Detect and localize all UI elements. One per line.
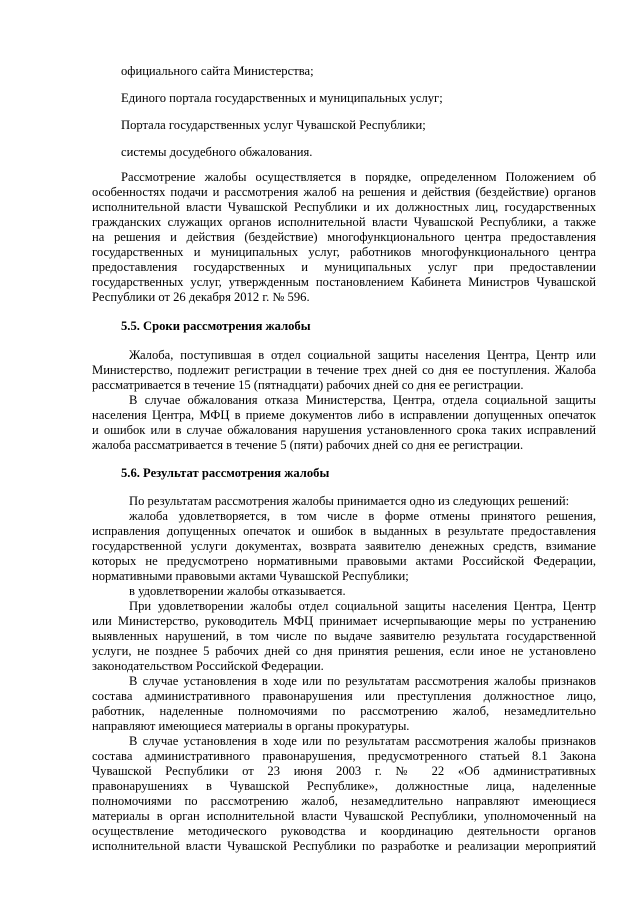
list-item: системы досудебного обжалования. bbox=[121, 145, 313, 159]
paragraph-line: и ошибок или в случае обжалования нарушения установленного срока таких исправлений bbox=[92, 423, 596, 437]
paragraph-line: состава административного правонарушения или преступления должностное лицо, bbox=[92, 689, 596, 703]
paragraph-line: Жалоба, поступившая в отдел социальной защиты населения Центра, Центр или bbox=[129, 348, 596, 362]
paragraph-line: жалоба удовлетворяется, в том числе в форме отмены принятого решения, bbox=[129, 509, 596, 523]
list-item: Портала государственных услуг Чувашской Республики; bbox=[121, 118, 426, 132]
paragraph-line: исправления допущенных опечаток и ошибок в выданных в результате предоставления bbox=[92, 524, 596, 538]
paragraph-line: государственных и муниципальных услуг, работников многофункционального центра bbox=[92, 245, 596, 259]
paragraph-line: При удовлетворении жалобы отдел социальной защиты населения Центра, Центр bbox=[129, 599, 596, 613]
section-heading: 5.6. Результат рассмотрения жалобы bbox=[121, 466, 330, 480]
paragraph-line: или Министерство, руководитель МФЦ принимает исчерпывающие меры по устранению bbox=[92, 614, 596, 628]
paragraph-line: предоставления государственных и муниципальных услуг при предоставлении bbox=[92, 260, 596, 274]
paragraph-line: Рассмотрение жалобы осуществляется в порядке, определенном Положением об bbox=[121, 170, 596, 184]
paragraph-line: государственной услуги документах, возврата заявителю денежных средств, взимание bbox=[92, 539, 596, 553]
paragraph-line: Республики от 26 декабря 2012 г. № 596. bbox=[92, 290, 310, 304]
paragraph-line: Министерство, подлежит регистрации в течение трех дней со дня ее поступления. Жалоба bbox=[92, 363, 596, 377]
paragraph-line: нормативными правовыми актами Чувашской Республики; bbox=[92, 569, 409, 583]
paragraph-line: правонарушениях в Чувашской Республике», должностные лица, наделенные bbox=[92, 779, 596, 793]
paragraph-line: полномочиями по рассмотрению жалоб, незамедлительно направляют имеющиеся bbox=[92, 794, 596, 808]
paragraph-line: жалоба рассматривается в течение 5 (пяти) рабочих дней со дня ее регистрации. bbox=[92, 438, 524, 452]
section-heading: 5.5. Сроки рассмотрения жалобы bbox=[121, 319, 311, 333]
paragraph-line: Чувашской Республики от 23 июня 2003 г. № 22 «Об административных bbox=[92, 764, 596, 778]
paragraph-line: В случае обжалования отказа Министерства, Центра, отдела социальной защиты bbox=[129, 393, 596, 407]
paragraph-line: В случае установления в ходе или по результатам рассмотрения жалобы признаков bbox=[129, 734, 596, 748]
paragraph-line: исполнительной власти Чувашской Республики по разработке и реализации мероприятий bbox=[92, 839, 596, 853]
paragraph-line: исполнительной власти Чувашской Республики и их должностных лиц, государственных bbox=[92, 200, 596, 214]
paragraph-line: направляют имеющиеся материалы в органы прокуратуры. bbox=[92, 719, 410, 733]
paragraph-line: на решения и действия (бездействие) многофункционального центра предоставления bbox=[92, 230, 596, 244]
paragraph-line: материалы в орган исполнительной власти Чувашской Республики, уполномоченный на bbox=[92, 809, 596, 823]
paragraph-line: гражданских служащих органов исполнительной власти Чувашской Республики, а также bbox=[92, 215, 596, 229]
list-item: Единого портала государственных и муниципальных услуг; bbox=[121, 91, 443, 105]
paragraph-line: выявленных нарушений, в том числе по выдаче заявителю результата государственной bbox=[92, 629, 596, 643]
paragraph-line: услуги, не позднее 5 рабочих дней со дня принятия решения, если иное не установлено bbox=[92, 644, 596, 658]
paragraph-line: особенностях подачи и рассмотрения жалоб на решения и действия (бездействие) органов bbox=[92, 185, 596, 199]
paragraph-line: в удовлетворении жалобы отказывается. bbox=[129, 584, 346, 598]
paragraph-line: В случае установления в ходе или по результатам рассмотрения жалобы признаков bbox=[129, 674, 596, 688]
paragraph-line: работник, наделенные полномочиями по рассмотрению жалоб, незамедлительно bbox=[92, 704, 596, 718]
paragraph-line: государственных услуг, утвержденным постановлением Кабинета Министров Чувашской bbox=[92, 275, 596, 289]
paragraph-line: По результатам рассмотрения жалобы принимается одно из следующих решений: bbox=[129, 494, 570, 508]
paragraph-line: рассматривается в течение 15 (пятнадцати) рабочих дней со дня ее регистрации. bbox=[92, 378, 524, 392]
paragraph-line: состава административного правонарушения, предусмотренного статьей 8.1 Закона bbox=[92, 749, 596, 763]
paragraph-line: населения Центра, МФЦ в приеме документов либо в исправлении допущенных опечаток bbox=[92, 408, 596, 422]
paragraph-line: осуществление методического руководства и координацию деятельности органов bbox=[92, 824, 596, 838]
list-item: официального сайта Министерства; bbox=[121, 64, 314, 78]
paragraph-line: которых не предусмотрено нормативными правовыми актами Российской Федерации, bbox=[92, 554, 596, 568]
paragraph-line: законодательством Российской Федерации. bbox=[92, 659, 324, 673]
